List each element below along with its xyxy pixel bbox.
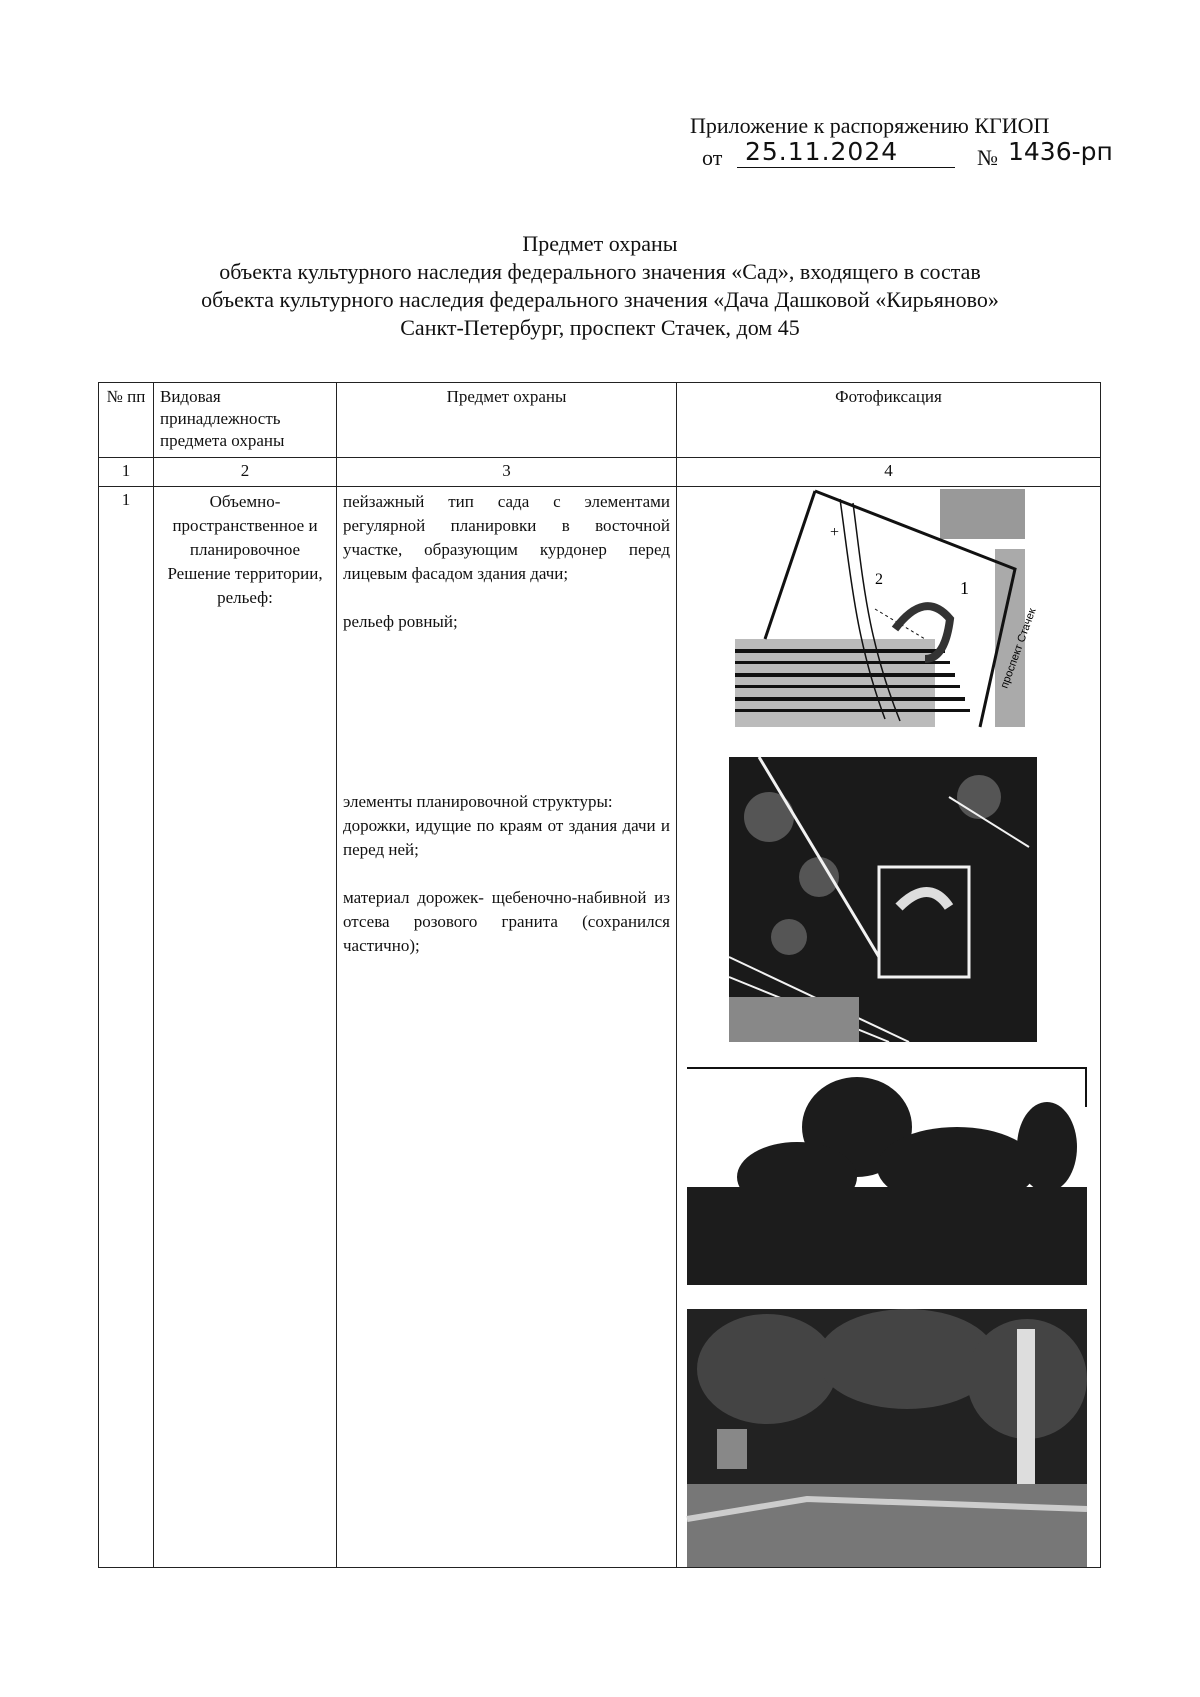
subject-paragraph: материал дорожек- щебеночно-набивной из отсева розового гранита (сохранился частично); [343, 888, 670, 955]
table-row [99, 487, 1101, 1568]
title-line-4: Санкт-Петербург, проспект Стачек, дом 45 [400, 315, 800, 340]
column-number: 3 [337, 458, 677, 487]
subject-paragraph: дорожки, идущие по краям от здания дачи и перед ней; [343, 816, 670, 859]
title-line-2: объекта культурного наследия федерального значения «Сад», входящего в состав [219, 259, 981, 284]
map-label-1: 1 [960, 578, 969, 598]
row-photos [677, 487, 1101, 1568]
order-number: 1436-рп [1008, 137, 1113, 166]
map-label-plus: + [830, 524, 840, 541]
document-title [100, 230, 1100, 342]
number-label: № [977, 145, 998, 170]
row-type: Объемно-пространственное и планировочное Решение территории, рельеф: [154, 487, 337, 1568]
trees-photo-image [687, 1067, 1087, 1285]
column-number-row [99, 458, 1101, 487]
title-line-3: объекта культурного наследия федерального значения «Дача Дашковой «Кирьяново» [201, 287, 999, 312]
subject-paragraph: пейзажный тип сада с элементами регулярной планировки в восточной участке, образующим курдонер перед лицевым фасадом здания дачи; [343, 492, 670, 583]
protection-table [98, 382, 1101, 1568]
subject-paragraph: элементы планировочной структуры: [343, 792, 613, 811]
header-number: № пп [99, 383, 154, 458]
aerial-photo-image [729, 757, 1037, 1042]
table-header-row [99, 383, 1101, 458]
appendix-header [690, 112, 1120, 174]
park-photo-image [687, 1309, 1087, 1567]
column-number: 4 [677, 458, 1101, 487]
column-number: 2 [154, 458, 337, 487]
row-number: 1 [99, 487, 154, 1568]
map-label-street: проспект Стачек [998, 606, 1039, 691]
header-photo: Фотофиксация [677, 383, 1101, 458]
header-type: Видовая принадлежность предмета охраны [154, 383, 337, 458]
subject-paragraph: рельеф ровный; [343, 612, 458, 631]
plan-map-image [735, 489, 1039, 727]
date-label: от [702, 145, 723, 170]
order-date: 25.11.2024 [737, 138, 955, 168]
header-subject: Предмет охраны [337, 383, 677, 458]
appendix-date-line [690, 137, 1120, 174]
appendix-title: Приложение к распоряжению КГИОП [690, 113, 1050, 138]
row-subject [337, 487, 677, 1568]
column-number: 1 [99, 458, 154, 487]
title-line-1: Предмет охраны [522, 231, 678, 256]
map-label-2: 2 [875, 571, 883, 588]
